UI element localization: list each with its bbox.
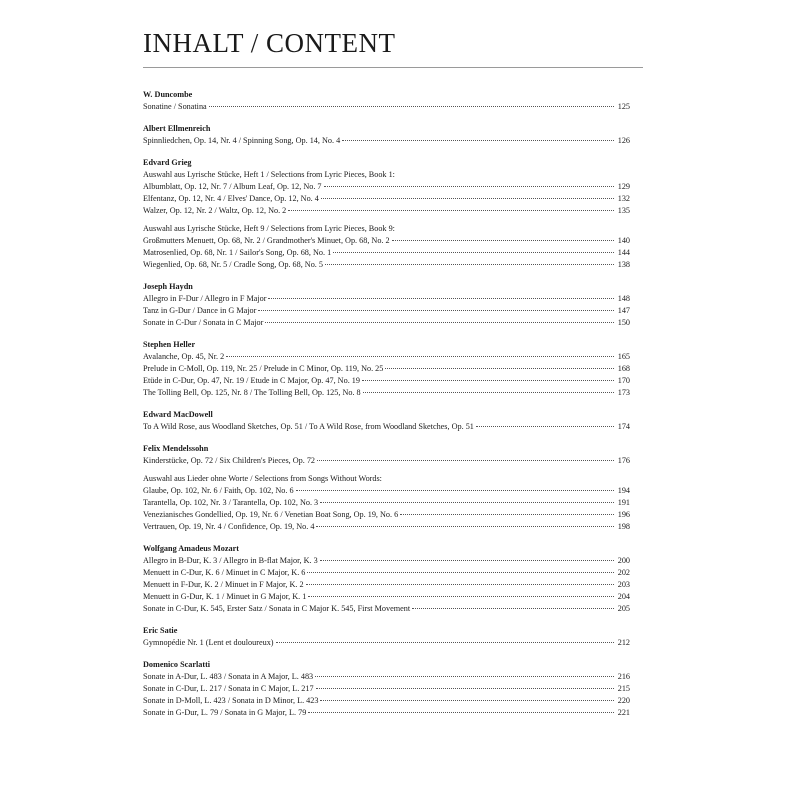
dot-leader [362,380,614,381]
composer-name: Joseph Haydn [143,282,193,291]
page-number: 176 [617,456,630,465]
page-number: 165 [617,352,630,361]
entry-group [143,101,630,113]
entry-title: Prelude in C-Moll, Op. 119, Nr. 25 / Prelude in C Minor, Op. 119, No. 25 [143,364,384,373]
entry-title: Menuett in C-Dur, K. 6 / Minuet in C Major, K. 6 [143,568,306,577]
toc-entry [143,637,630,649]
composer-section [143,625,630,649]
page-number: 135 [617,206,630,215]
toc-entry [143,181,630,193]
page-number: 148 [617,294,630,303]
toc-entry [143,305,630,317]
dot-leader [209,106,614,107]
toc-entry [143,591,630,603]
composer-name: Eric Satie [143,626,178,635]
entry-group [143,555,630,615]
toc-entry [143,603,630,615]
entry-title: Elfentanz, Op. 12, Nr. 4 / Elves' Dance, Op. 12, No. 4 [143,194,319,203]
dot-leader [476,426,614,427]
toc-entry [143,671,630,683]
entry-group [143,637,630,649]
entry-title: Avalanche, Op. 45, Nr. 2 [143,352,225,361]
dot-leader [276,642,614,643]
toc-entry [143,695,630,707]
toc-entry [143,235,630,247]
collection-subheading: Auswahl aus Lyrische Stücke, Heft 1 / Selections from Lyric Pieces, Book 1: [143,170,395,179]
entry-title: Menuett in F-Dur, K. 2 / Minuet in F Major, K. 2 [143,580,304,589]
toc-entry [143,455,630,467]
dot-leader [363,392,614,393]
entry-title: Tarantella, Op. 102, Nr. 3 / Tarantella, Op. 102, No. 3 [143,498,319,507]
composer-section [143,123,630,147]
page-number: 202 [617,568,630,577]
entry-title: Allegro in B-Dur, K. 3 / Allegro in B-flat Major, K. 3 [143,556,318,565]
toc-entry [143,579,630,591]
page-number: 220 [617,696,630,705]
entry-group [143,421,630,433]
toc-entry [143,567,630,579]
page-number: 168 [617,364,630,373]
dot-leader [307,572,614,573]
dot-leader [325,264,614,265]
dot-leader [320,560,614,561]
page-number: 198 [617,522,630,531]
page-number: 221 [617,708,630,717]
composer-name: Wolfgang Amadeus Mozart [143,544,239,553]
entry-title: Albumblatt, Op. 12, Nr. 7 / Album Leaf, Op. 12, No. 7 [143,182,322,191]
dot-leader [385,368,614,369]
toc-entry [143,351,630,363]
entry-title: Sonate in D-Moll, L. 423 / Sonata in D Minor, L. 423 [143,696,319,705]
composer-name: Felix Mendelssohn [143,444,209,453]
page-number: 138 [617,260,630,269]
toc-entry [143,485,630,497]
entry-title: Kinderstücke, Op. 72 / Six Children's Pieces, Op. 72 [143,456,316,465]
toc-entry [143,387,630,399]
composer-section [143,543,630,615]
dot-leader [392,240,614,241]
entry-title: Gymnopédie Nr. 1 (Lent et douloureux) [143,638,274,647]
composer-section [143,409,630,433]
toc-entry [143,363,630,375]
composer-name: Stephen Heller [143,340,196,349]
page-number: 170 [617,376,630,385]
dot-leader [412,608,614,609]
entry-group [143,169,630,217]
composer-section [143,659,630,719]
entry-group [143,135,630,147]
page-number: 150 [617,318,630,327]
entry-title: Sonate in C-Dur, L. 217 / Sonata in C Major, L. 217 [143,684,314,693]
composer-name: Edvard Grieg [143,158,192,167]
dot-leader [320,700,614,701]
entry-title: Etüde in C-Dur, Op. 47, Nr. 19 / Etude in C Major, Op. 47, No. 19 [143,376,360,385]
composer-section [143,443,630,533]
title-divider [143,67,643,68]
composer-name: Albert Ellmenreich [143,124,211,133]
page-number: 174 [617,422,630,431]
toc-entry [143,293,630,305]
composer-name: W. Duncombe [143,90,193,99]
dot-leader [317,460,614,461]
dot-leader [308,596,614,597]
dot-leader [268,298,614,299]
entry-title: Allegro in F-Dur / Allegro in F Major [143,294,267,303]
dot-leader [320,502,614,503]
dot-leader [258,310,614,311]
dot-leader [400,514,614,515]
toc-entry [143,497,630,509]
composer-section [143,89,630,113]
entry-title: Sonate in C-Dur, K. 545, Erster Satz / Sonata in C Major K. 545, First Movement [143,604,411,613]
composer-section [143,339,630,399]
entry-title: Sonate in C-Dur / Sonata in C Major [143,318,264,327]
entry-group [143,223,630,271]
entry-title: Tanz in G-Dur / Dance in G Major [143,306,257,315]
entry-title: Sonate in A-Dur, L. 483 / Sonata in A Major, L. 483 [143,672,314,681]
toc-entry [143,707,630,719]
page-number: 205 [617,604,630,613]
dot-leader [296,490,614,491]
dot-leader [324,186,614,187]
entry-group [143,351,630,399]
entry-title: Spinnliedchen, Op. 14, Nr. 4 / Spinning Song, Op. 14, No. 4 [143,136,341,145]
dot-leader [226,356,614,357]
collection-subheading: Auswahl aus Lyrische Stücke, Heft 9 / Selections from Lyric Pieces, Book 9: [143,224,395,233]
dot-leader [306,584,614,585]
dot-leader [315,676,614,677]
page-number: 215 [617,684,630,693]
page-number: 173 [617,388,630,397]
entry-title: Matrosenlied, Op. 68, Nr. 1 / Sailor's Song, Op. 68, No. 1 [143,248,332,257]
dot-leader [265,322,614,323]
toc-entry [143,683,630,695]
composer-name: Domenico Scarlatti [143,660,211,669]
page-number: 129 [617,182,630,191]
entry-title: Walzer, Op. 12, Nr. 2 / Waltz, Op. 12, No. 2 [143,206,287,215]
toc-entry [143,193,630,205]
toc-entry [143,509,630,521]
toc-entry [143,135,630,147]
page-number: 191 [617,498,630,507]
dot-leader [316,526,614,527]
toc-entry [143,521,630,533]
page-number: 140 [617,236,630,245]
dot-leader [321,198,614,199]
entry-title: Menuett in G-Dur, K. 1 / Minuet in G Major, K. 1 [143,592,307,601]
toc-entry [143,259,630,271]
entry-title: Glaube, Op. 102, Nr. 6 / Faith, Op. 102, No. 6 [143,486,294,495]
composer-section [143,157,630,271]
dot-leader [308,712,614,713]
entry-title: Venezianisches Gondellied, Op. 19, Nr. 6 / Venetian Boat Song, Op. 19, No. 6 [143,510,399,519]
entry-title: The Tolling Bell, Op. 125, Nr. 8 / The Tolling Bell, Op. 125, No. 8 [143,388,361,397]
dot-leader [316,688,614,689]
entry-group [143,473,630,533]
page-number: 126 [617,136,630,145]
entry-title: Wiegenlied, Op. 68, Nr. 5 / Cradle Song, Op. 68, No. 5 [143,260,323,269]
page-number: 125 [617,102,630,111]
entry-group [143,671,630,719]
page-number: 194 [617,486,630,495]
toc-entry [143,375,630,387]
dot-leader [288,210,614,211]
table-of-contents [143,89,630,719]
page-number: 144 [617,248,630,257]
entry-title: Vertrauen, Op. 19, Nr. 4 / Confidence, Op. 19, No. 4 [143,522,315,531]
page-number: 196 [617,510,630,519]
toc-entry [143,555,630,567]
composer-name: Edward MacDowell [143,410,213,419]
page-number: 204 [617,592,630,601]
page-number: 203 [617,580,630,589]
entry-title: Sonate in G-Dur, L. 79 / Sonata in G Major, L. 79 [143,708,307,717]
composer-section [143,281,630,329]
entry-group [143,455,630,467]
toc-entry [143,421,630,433]
entry-title: Großmutters Menuett, Op. 68, Nr. 2 / Grandmother's Minuet, Op. 68, No. 2 [143,236,390,245]
dot-leader [342,140,614,141]
entry-group [143,293,630,329]
page-number: 132 [617,194,630,203]
page-number: 147 [617,306,630,315]
entry-title: Sonatine / Sonatina [143,102,207,111]
toc-entry [143,205,630,217]
entry-title: To A Wild Rose, aus Woodland Sketches, Op. 51 / To A Wild Rose, from Woodland Sketches, Op. 51 [143,422,474,431]
page-number: 216 [617,672,630,681]
page-number: 212 [617,638,630,647]
toc-entry [143,317,630,329]
page-title: INHALT / CONTENT [143,28,396,58]
dot-leader [333,252,614,253]
collection-subheading: Auswahl aus Lieder ohne Worte / Selections from Songs Without Words: [143,474,382,483]
toc-entry [143,247,630,259]
page-number: 200 [617,556,630,565]
toc-entry [143,101,630,113]
